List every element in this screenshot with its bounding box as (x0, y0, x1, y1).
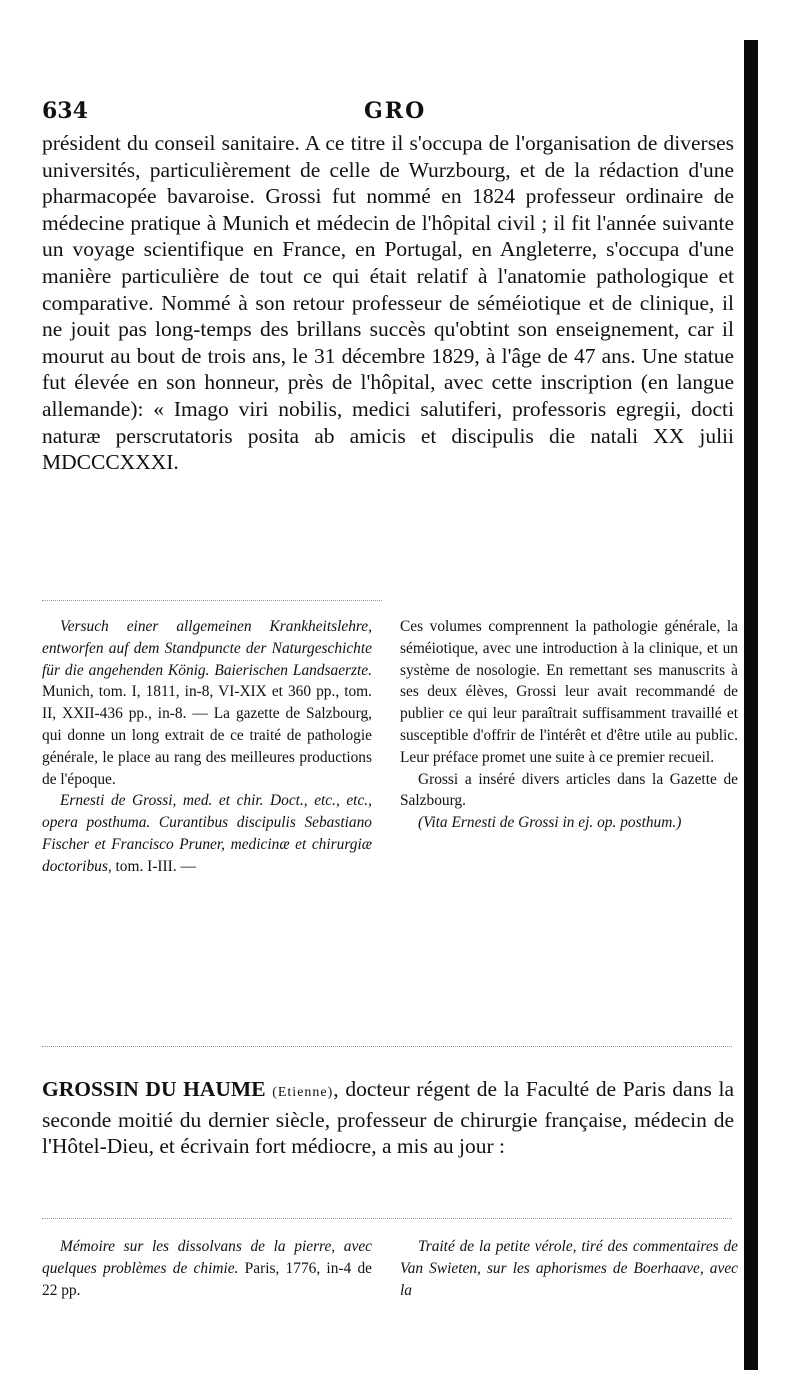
entry-given-name: (Etienne) (272, 1085, 334, 1100)
entry1-text: Munich, tom. I, 1811, in-8, VI-XIX et 360 pp., tom. II, XXII-436 pp., in-8. — La gazette de Salzbourg, qui donne un long extrait de ce traité de pathologie générale, le place au rang des meilleures productions de l'époque. (42, 683, 372, 788)
bibliography-entry-2 (42, 790, 372, 877)
entry-text: , docteur régent de la Faculté de Paris dans la seconde moitié du dernier siècle, professeur de chirurgie française, médecin de l'Hôtel-Dieu, et écrivain fort médiocre, a mis au jour : (42, 1077, 735, 1159)
separator-line-3 (42, 1218, 732, 1220)
separator-line (42, 600, 382, 602)
bottom-left-text: Paris, 1776, in-4 de 22 pp. (42, 1259, 373, 1299)
separator-line-2 (42, 1046, 732, 1048)
bottom-right-entry: Traité de la petite vérole, tiré des commentaires de Van Swieten, sur les aphorismes de Boerhaave, avec la (400, 1238, 738, 1299)
running-head: GRO (364, 98, 427, 124)
page-edge-shadow (744, 40, 758, 1370)
bottom-left-entry (42, 1236, 372, 1301)
right-column (400, 616, 738, 834)
biographical-entry (42, 1076, 734, 1160)
right-paragraph-2: Grossi a inséré divers articles dans la Gazette de Salzbourg. (400, 770, 738, 810)
entry2-text: tom. I-III. — (111, 857, 196, 875)
main-paragraph: président du conseil sanitaire. A ce titre il s'occupa de l'organisation de diverses universités, particulièrement de celle de Wurzbourg, et de la rédaction d'une pharmacopée bavaroise. Grossi fut nommé en 1824 professeur ordinaire de médecine pratique à Munich et médecin de l'hôpital civil ; il fit l'année suivante un voyage scientifique en France, en Portugal, en Angleterre, s'occupa d'une manière particulière de tout ce qui était relatif à l'anatomie pathologique et comparative. Nommé à son retour professeur de séméiotique et de clinique, il ne jouit pas long-temps des brillans succès qu'obtint son enseignement, car il mourut au bout de trois ans, le 31 décembre 1829, à l'âge de 47 ans. Une statue fut élevée en son honneur, près de l'hôpital, avec cette inscription (en langue allemande): « Imago viri nobilis, medici salutiferi, professoris egregii, docti naturæ perscrutatoris posita ab amicis et discipulis die natali XX julii MDCCCXXXI. (42, 131, 734, 475)
entry-name: GROSSIN DU HAUME (42, 1077, 266, 1101)
bottom-left-title: Mémoire sur les dissolvans de la pierre, avec quelques problèmes de chimie. (42, 1238, 372, 1277)
right-paragraph-3: (Vita Ernesti de Grossi in ej. op. posthum.) (418, 814, 682, 832)
left-column (42, 616, 372, 878)
right-paragraph-1: Ces volumes comprennent la pathologie générale, la séméiotique, avec une introduction à la clinique, et un système de nosologie. En remettant ses manuscrits à ses deux élèves, Grossi leur avait recommandé de publier ce qui leur paraîtrait suffisamment travaillé et susceptible d'offrir de l'intérêt et d'être utile au public. Leur préface promet une suite à ce premier recueil. (400, 618, 738, 766)
page-header (42, 98, 732, 128)
bibliography-entry-1 (42, 616, 372, 790)
page-number: 634 (42, 98, 88, 124)
entry2-title: Ernesti de Grossi, med. et chir. Doct., etc., etc., opera posthuma. Curantibus discipulis Sebastiano Fischer et Francisco Pruner, medicinæ et chirurgiæ doctoribus, (42, 792, 372, 875)
entry1-title: Versuch einer allgemeinen Krankheitslehre, entworfen auf dem Standpuncte der Naturgeschichte für die angehenden König. Baierischen Landsaerzte. (42, 618, 372, 679)
